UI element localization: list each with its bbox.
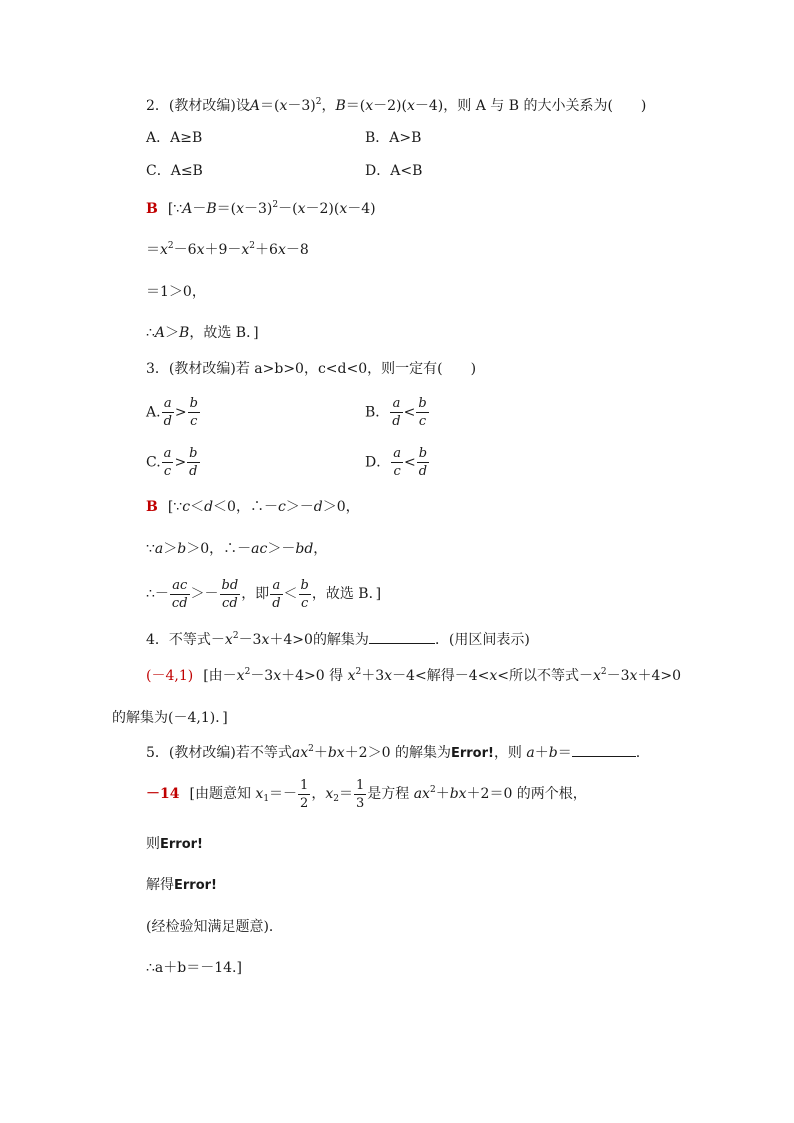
q2-solution-line2: $=x^2-6x+9-x^2+6x-8$ [146,241,309,258]
q2-stem: 2．(教材改编)设$A=(x-3)^2$，B＝(x－2)(x－4)，则 A 与 B 的大小关系为( ) [146,97,647,114]
q2-solution-line4: ∴A＞B，故选 B．] [146,325,259,341]
q5-solve-label: 解得 [146,877,174,893]
q2-solution-line1: B [$\because A-B=(x-3)^2-(x-2)(x-4)$ [146,200,376,217]
q2-option-d: D．A<B [365,163,423,179]
q4-stem-suffix: 的解集为 [312,632,369,648]
q5-check-note: (经检验知满足题意)． [146,919,283,935]
q5-error-text-2: Error! [160,837,203,852]
q4-stem-prefix: 4．不等式 [146,632,211,648]
q3-answer: B [146,499,158,515]
q2-answer: B [146,201,158,217]
q3-stem: 3．(教材改编)若 a>b>0，c<d<0，则一定有( ) [146,361,477,377]
q3-solution-end: ，故选 B．] [311,586,382,602]
q5-solution-line3 [146,875,217,896]
q5-error-text: Error! [450,746,494,761]
q2-stem-prefix: 2．(教材改编)设 [146,98,250,114]
q4-answer-blank [369,629,435,644]
q2-option-a: A．A≥B [146,130,203,146]
q2-option-b: B．A>B [365,130,422,146]
q4-solution-line2: 的解集为(－4,1)．] [112,710,228,726]
q3-solution-line2: ∵a＞b＞0，∴－ac＞－bd， [146,541,328,557]
q4-stem: 4．不等式$-x^2-3x+4>0$的解集为 ．(用区间表示) [146,631,530,648]
q5-stem-prefix: 5．(教材改编)若不等式 [146,745,292,761]
q5-then-label: 则 [146,836,160,852]
q2-solution-line3: ＝1＞0， [146,284,206,300]
q2-option-c: C．A≤B [146,163,203,179]
q3-solution-line1: B [∵c＜d＜0，∴－c＞－d＞0， [146,499,360,515]
q5-error-text-3: Error! [174,878,217,893]
q4-stem-end: ．(用区间表示) [434,632,530,648]
q3-option-b: B． $\frac{a}{d}$ < $\frac{b}{c}$ [365,396,427,429]
q3-option-c: C. $\frac{a}{c}$ > $\frac{b}{d}$ [146,446,198,479]
q3-solution-line3: ∴－ $\frac{ac}{cd}$ ＞－ $\frac{bd}{cd}$ ，即 $\frac{a}{d}$ ＜ $\frac{b}{c}$ ，故选 B．] [146,577,382,611]
q5-stem: 5．(教材改编)若不等式$ax^2+bx+2>0$ 的解集为Error!，则 a＋b＝ . [146,744,641,761]
q5-solution-line1: －14 [由题意知 $x_1=-$ $\frac{1}{2}$ ，$x_2=$ $\frac{1}{3}$ 是方程 $ax^2+bx+2=0$ 的两个根， [146,777,587,811]
q5-answer: －14 [146,786,180,802]
q5-solution-line2 [146,834,203,855]
q3-option-a: A. $\frac{a}{d}$ > $\frac{b}{c}$ [146,396,198,429]
q2-stem-rest: ，则 A 与 B 的大小关系为( ) [443,98,647,114]
q4-answer: (－4,1) [146,668,194,684]
q4-solution-line1: (－4,1) [由$-x^2-3x+4>0$ 得 $x^2+3x-4<$解得－4<x<所以不等式$-x^2-3x+4>0$ [146,667,681,684]
q3-option-d: D． $\frac{a}{c}$ < $\frac{b}{d}$ [365,446,428,479]
q5-answer-blank [572,742,636,757]
q5-final: ∴a＋b＝－14.] [146,960,242,976]
